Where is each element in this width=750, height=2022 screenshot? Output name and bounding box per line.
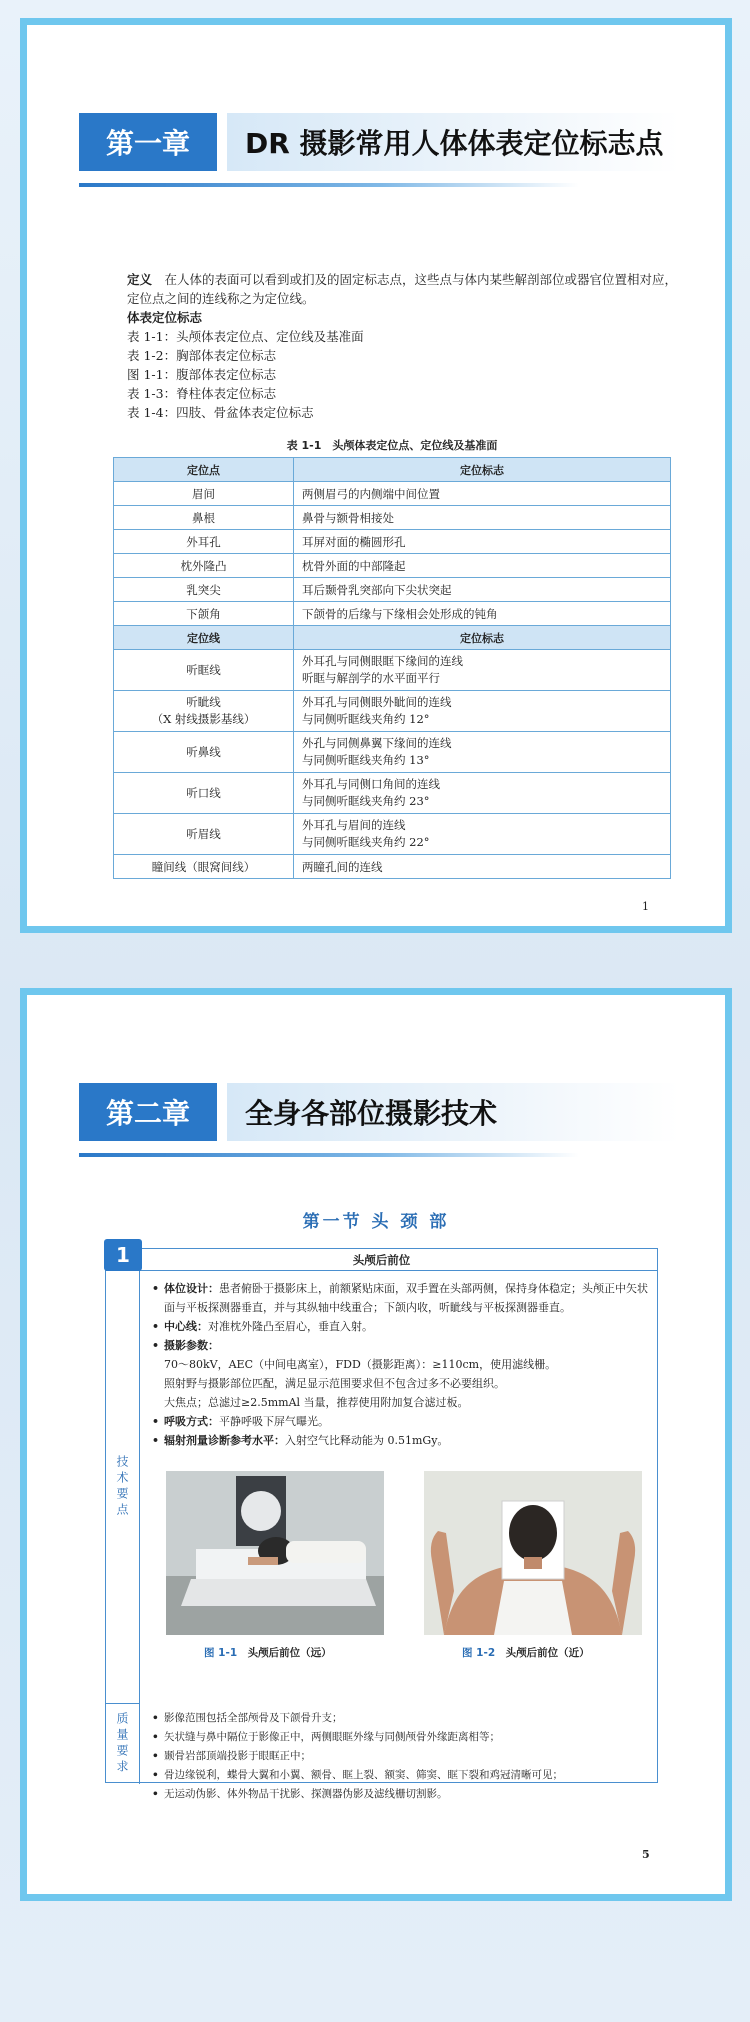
box-title: 头颅后前位 xyxy=(106,1249,657,1271)
table-cell: 鼻根 xyxy=(114,506,294,530)
table-row xyxy=(114,855,671,879)
figure-title: 头颅后前位（远） xyxy=(247,1647,332,1659)
table-cell: 听口线 xyxy=(114,773,294,814)
definition-text: 在人体的表面可以看到或扪及的固定标志点，这些点与体内某些解剖部位或器官位置相对应，定位点之间的连线称之为定位线。 xyxy=(127,272,678,306)
list-item: • 无运动伪影、体外物品干扰影、探测器伪影及滤线栅切割影。 xyxy=(152,1785,648,1804)
param-line: 70～80kV，AEC（中间电离室），FDD（摄影距离）：≥110cm，使用滤线栅。 xyxy=(164,1358,557,1371)
table-row xyxy=(114,554,671,578)
chapter-header xyxy=(79,1083,679,1141)
definition-term: 定义 xyxy=(127,272,153,287)
table-row xyxy=(114,530,671,554)
table-row xyxy=(114,773,671,814)
cell-line: 外耳孔与眉间的连线 xyxy=(302,818,406,832)
table-row xyxy=(114,482,671,506)
table-cell: 外耳孔 xyxy=(114,530,294,554)
table-cell xyxy=(294,814,671,855)
photo-far-view xyxy=(166,1471,384,1635)
photo-near-illustration xyxy=(424,1471,642,1635)
table-row xyxy=(114,691,671,732)
cell-line: 与同侧听眶线夹角约 13° xyxy=(302,753,430,767)
item-text: 平静呼吸下屏气曝光。 xyxy=(219,1415,329,1428)
list-item: • 矢状缝与鼻中隔位于影像正中，两侧眼眶外缘与同侧颅骨外缘距离相等； xyxy=(152,1728,648,1747)
list-item xyxy=(152,1317,648,1336)
list-item: 表 1-4：四肢、骨盆体表定位标志 xyxy=(127,405,314,420)
table-header-row xyxy=(114,626,671,650)
chapter-underline xyxy=(79,1153,579,1157)
cell-line: 听眶与解剖学的水平面平行 xyxy=(302,671,440,685)
figure-number: 图 1-1 xyxy=(204,1647,238,1659)
table-caption: 表 1-1 头颅体表定位点、定位线及基准面 xyxy=(286,439,498,452)
table-cell: 耳屏对面的椭圆形孔 xyxy=(294,530,671,554)
cell-line: 外耳孔与同侧眼外眦间的连线 xyxy=(302,695,452,709)
item-text: 入射空气比释动能为 0.51mGy。 xyxy=(285,1434,449,1447)
figure-number: 图 1-2 xyxy=(462,1647,496,1659)
figure-caption xyxy=(204,1645,332,1660)
item-label: 呼吸方式： xyxy=(164,1415,219,1428)
table-cell: 下颌骨的后缘与下缘相会处形成的钝角 xyxy=(294,602,671,626)
table-cell: 瞳间线（眼窝间线） xyxy=(114,855,294,879)
table-cell: 两侧眉弓的内侧端中间位置 xyxy=(294,482,671,506)
table-cell: 听眉线 xyxy=(114,814,294,855)
table-cell: 听眶线 xyxy=(114,650,294,691)
technique-box xyxy=(105,1243,658,1800)
list-item: • 影像范围包括全部颅骨及下颌骨升支； xyxy=(152,1709,648,1728)
table-cell: 两瞳孔间的连线 xyxy=(294,855,671,879)
table-header-cell: 定位标志 xyxy=(294,458,671,482)
list-item: 表 1-3：脊柱体表定位标志 xyxy=(127,386,277,401)
table-header-cell: 定位标志 xyxy=(294,626,671,650)
table-row xyxy=(114,732,671,773)
item-label: 体位设计： xyxy=(164,1282,219,1295)
cell-line: （X 射线摄影基线） xyxy=(151,712,256,726)
cell-line: 外孔与同侧鼻翼下缘间的连线 xyxy=(302,736,452,750)
table-cell: 耳后颞骨乳突部向下尖状突起 xyxy=(294,578,671,602)
param-line: 照射野与摄影部位匹配，满足显示范围要求但不包含过多不必要组织。 xyxy=(164,1377,505,1390)
cell-line: 与同侧听眶线夹角约 22° xyxy=(302,835,430,849)
photo-near-view xyxy=(424,1471,642,1635)
list-item xyxy=(152,1279,648,1317)
landmark-table xyxy=(113,457,671,879)
page-2 xyxy=(20,988,732,1901)
definition-paragraph xyxy=(101,270,681,308)
list-item: 表 1-2：胸部体表定位标志 xyxy=(127,348,277,363)
quality-content xyxy=(152,1709,648,1804)
chapter-title: DR 摄影常用人体体表定位标志点 xyxy=(227,113,679,171)
page-1 xyxy=(20,18,732,933)
figure-caption xyxy=(462,1645,590,1660)
side-label-technique: 技术要点 xyxy=(106,1271,140,1703)
table-cell xyxy=(294,650,671,691)
table-header-row xyxy=(114,458,671,482)
table-row xyxy=(114,602,671,626)
table-row xyxy=(114,578,671,602)
table-cell: 乳突尖 xyxy=(114,578,294,602)
table-cell: 鼻骨与额骨相接处 xyxy=(294,506,671,530)
cell-line: 外耳孔与同侧口角间的连线 xyxy=(302,777,440,791)
photo-far-illustration xyxy=(166,1471,384,1635)
technique-content xyxy=(152,1279,648,1450)
definition-block xyxy=(101,270,681,422)
table-cell: 下颌角 xyxy=(114,602,294,626)
side-label-quality: 质量要求 xyxy=(106,1703,140,1784)
chapter-title: 全身各部位摄影技术 xyxy=(227,1083,679,1141)
table-cell xyxy=(294,691,671,732)
cell-line: 外耳孔与同侧眼眶下缘间的连线 xyxy=(302,654,463,668)
section-title: 第一节 头 颈 部 xyxy=(302,1212,450,1232)
page-number: 1 xyxy=(642,900,649,913)
table-header-cell: 定位点 xyxy=(114,458,294,482)
item-text: 对准枕外隆凸至眉心，垂直入射。 xyxy=(208,1320,373,1333)
figure-title: 头颅后前位（近） xyxy=(505,1647,590,1659)
item-label: 摄影参数： xyxy=(164,1339,219,1352)
list-item xyxy=(152,1336,648,1355)
chapter-label: 第一章 xyxy=(79,113,217,171)
table-row xyxy=(114,506,671,530)
item-label: 辐射剂量诊断参考水平： xyxy=(164,1434,285,1447)
table-cell: 听鼻线 xyxy=(114,732,294,773)
table-cell xyxy=(294,773,671,814)
chapter-header xyxy=(79,113,679,171)
chapter-label: 第二章 xyxy=(79,1083,217,1141)
subheading: 体表定位标志 xyxy=(127,310,203,325)
cell-line: 与同侧听眶线夹角约 12° xyxy=(302,712,430,726)
list-item xyxy=(152,1431,648,1450)
cell-line: 听眦线 xyxy=(186,695,221,709)
list-item: 表 1-1：头颅体表定位点、定位线及基准面 xyxy=(127,329,364,344)
cell-line: 与同侧听眶线夹角约 23° xyxy=(302,794,430,808)
item-label: 中心线： xyxy=(164,1320,208,1333)
param-line: 大焦点；总滤过≥2.5mmAl 当量，推荐使用附加复合滤过板。 xyxy=(164,1396,469,1409)
page-number: 5 xyxy=(642,1848,650,1861)
table-cell xyxy=(294,732,671,773)
list-item xyxy=(152,1412,648,1431)
table-row xyxy=(114,814,671,855)
table-cell: 眉间 xyxy=(114,482,294,506)
list-item: 图 1-1：腹部体表定位标志 xyxy=(127,367,277,382)
list-item: • 颞骨岩部顶端投影于眼眶正中； xyxy=(152,1747,648,1766)
chapter-underline xyxy=(79,183,579,187)
table-header-cell: 定位线 xyxy=(114,626,294,650)
table-cell: 枕骨外面的中部隆起 xyxy=(294,554,671,578)
table-row xyxy=(114,650,671,691)
box-number: 1 xyxy=(104,1239,142,1271)
item-text: 患者俯卧于摄影床上，前额紧贴床面，双手置在头部两侧，保持身体稳定；头颅正中矢状面与平板探测器垂直，并与其纵轴中线重合；下颌内收，听眦线与平板探测器垂直。 xyxy=(164,1282,648,1314)
table-cell: 枕外隆凸 xyxy=(114,554,294,578)
table-cell xyxy=(114,691,294,732)
list-item: • 骨边缘锐利，蝶骨大翼和小翼、额骨、眶上裂、额窦、筛窦、眶下裂和鸡冠清晰可见； xyxy=(152,1766,648,1785)
